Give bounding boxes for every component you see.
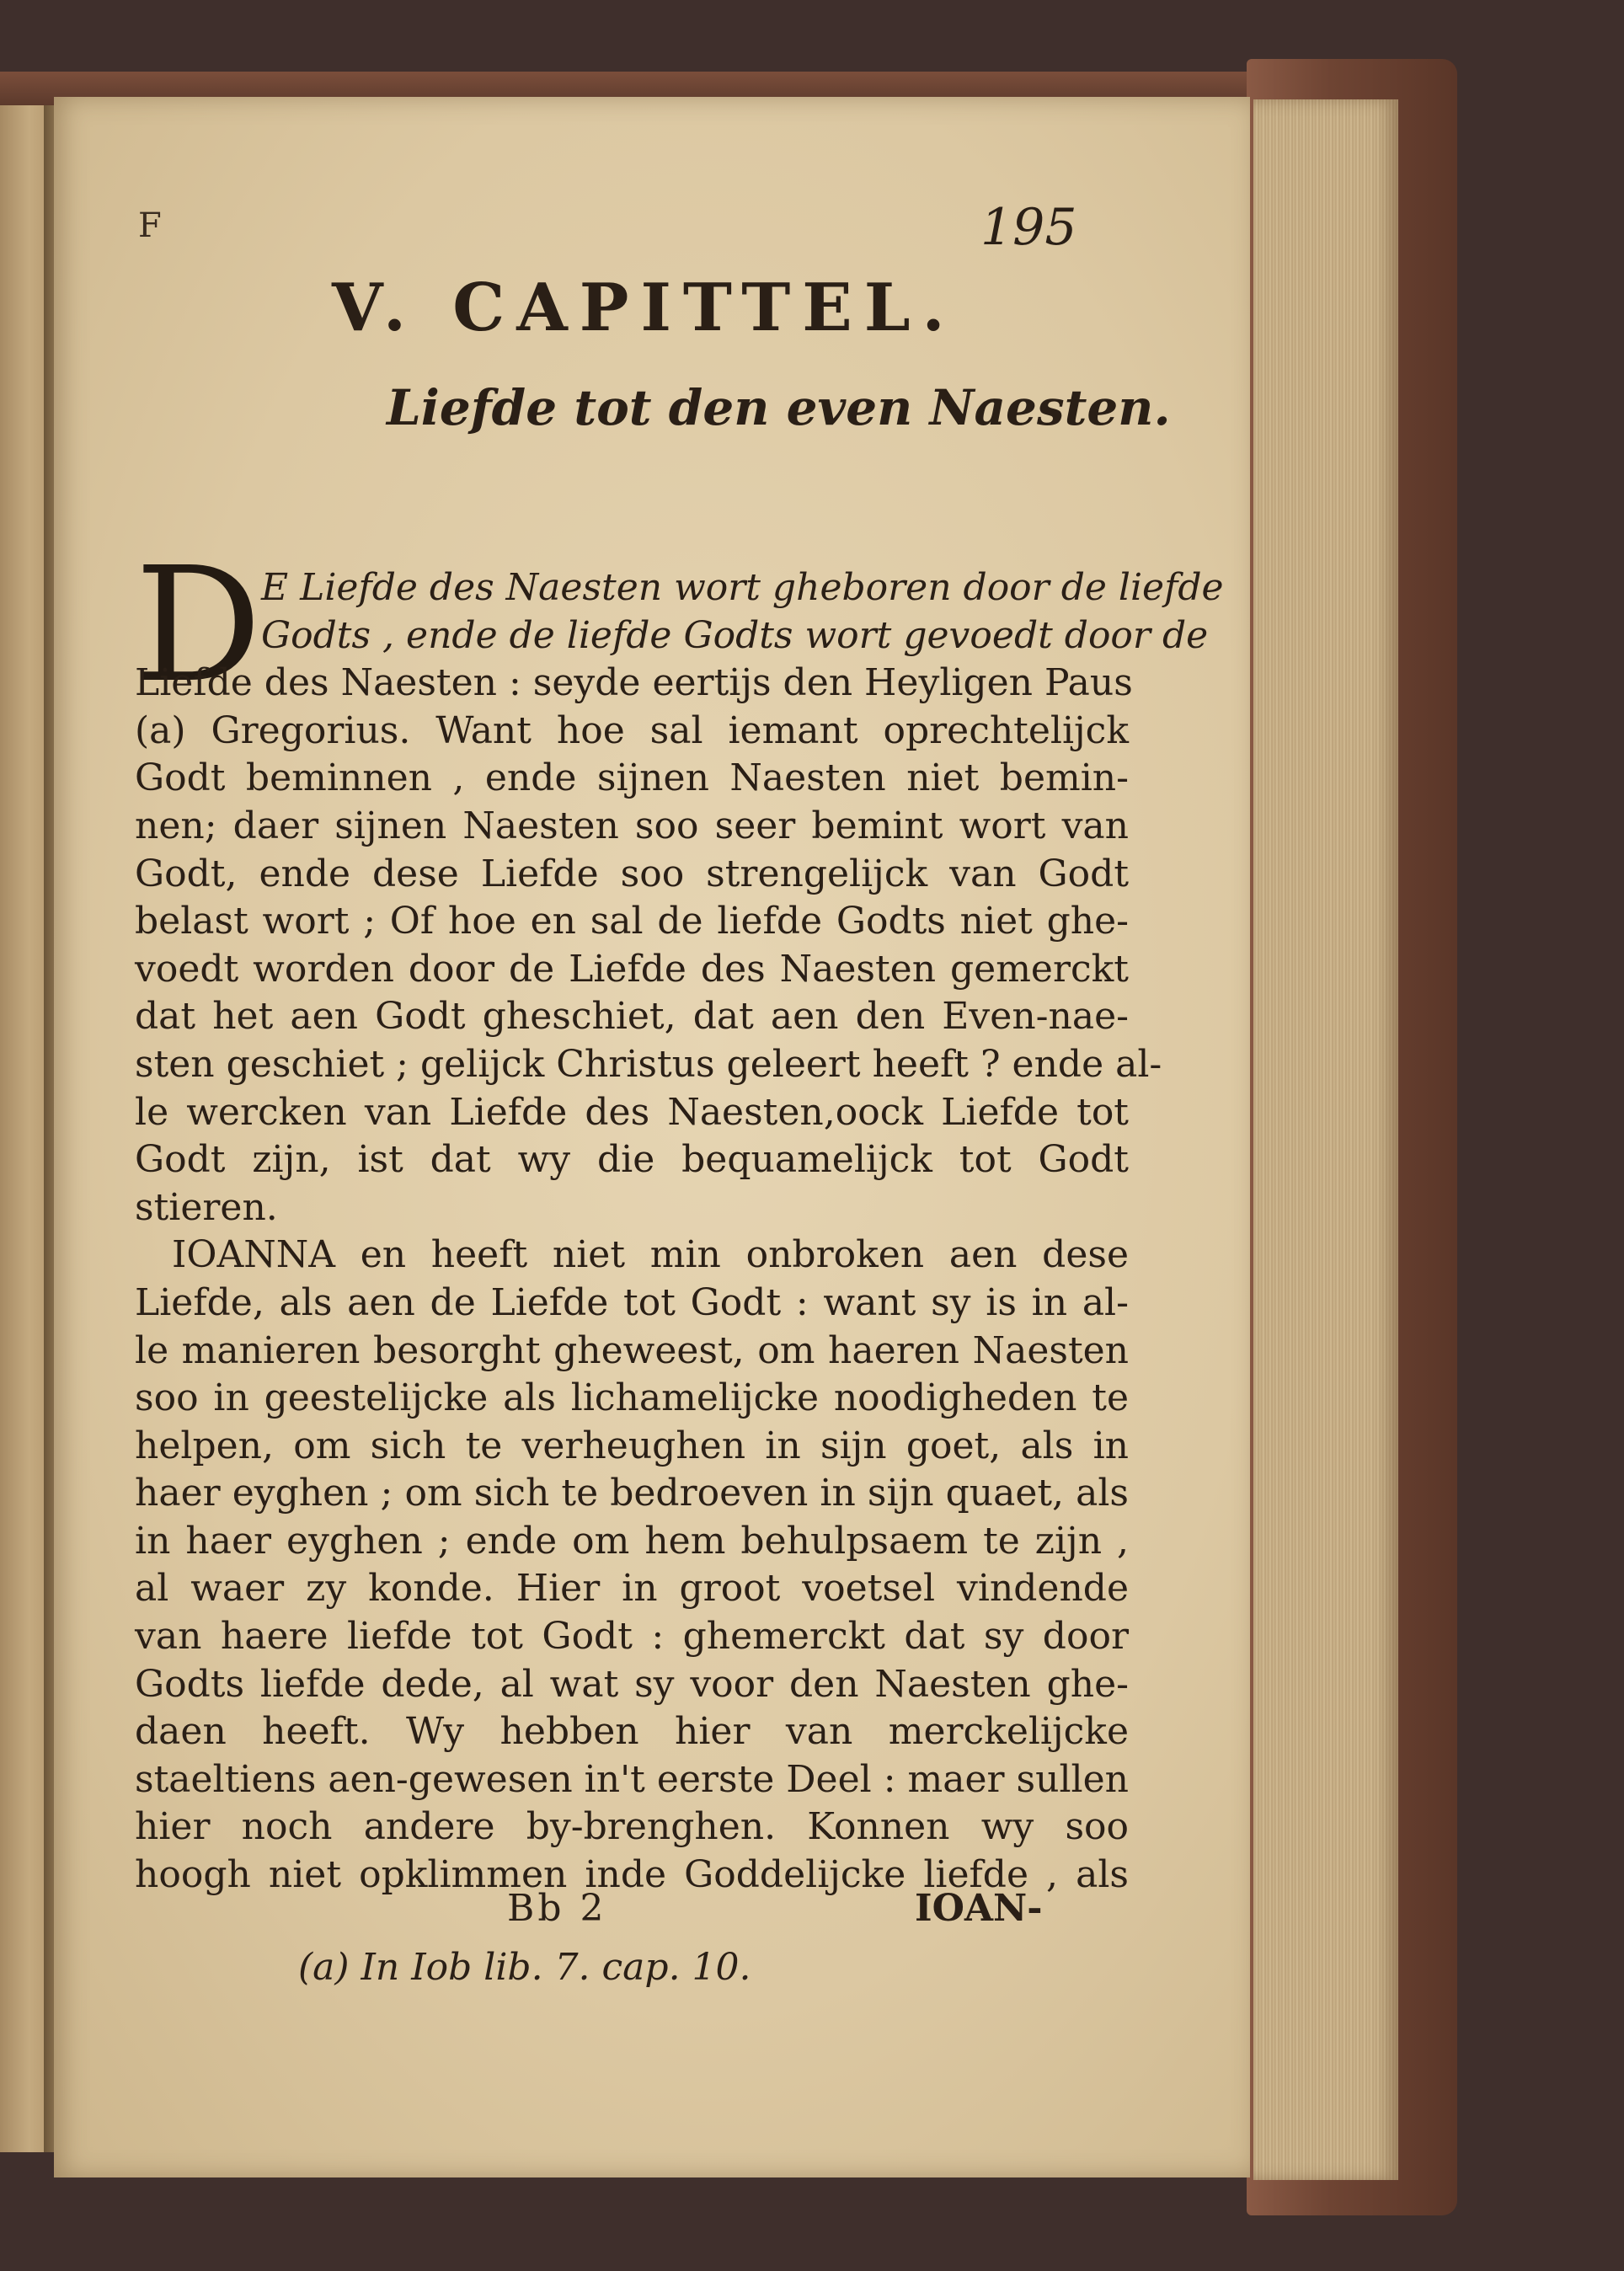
page-text xyxy=(54,97,1250,2177)
catchword: IOAN- xyxy=(915,1887,1043,1930)
text-line: voedt worden door de Liefde des Naesten gemerckt xyxy=(135,947,1129,991)
chapter-subtitle: Liefde tot den even Naesten. xyxy=(387,379,1171,436)
text-line: dat het aen Godt gheschiet, dat aen den Even-nae- xyxy=(135,995,1129,1039)
text-line: (a) Gregorius. Want hoe sal iemant oprechtelijck xyxy=(135,708,1129,752)
text-line: Godts liefde dede, al wat sy voor den Naesten ghe- xyxy=(135,1662,1129,1706)
text-line: al waer zy konde. Hier in groot voetsel vindende xyxy=(135,1567,1129,1611)
footnote: (a) In Iob lib. 7. cap. 10. xyxy=(298,1946,751,1989)
folio-mark: F xyxy=(138,206,162,245)
text-line: staeltiens aen-gewesen in't eerste Deel : maer sullen xyxy=(135,1757,1129,1801)
drop-cap: D xyxy=(135,533,262,718)
text-line: nen; daer sijnen Naesten soo seer bemint wort van xyxy=(135,804,1129,847)
text-line: le manieren besorght gheweest, om haeren Naesten xyxy=(135,1328,1129,1372)
text-line: sten geschiet ; gelijck Christus geleert heeft ? ende al- xyxy=(135,1042,1162,1086)
text-line: hoogh niet opklimmen inde Goddelijcke liefde , als xyxy=(135,1853,1129,1897)
text-line: Godt beminnen , ende sijnen Naesten niet bemin- xyxy=(135,756,1129,800)
body-text xyxy=(135,533,1224,1900)
text-line: stieren. xyxy=(135,1185,278,1229)
text-line: daen heeft. Wy hebben hier van merckelijcke xyxy=(135,1710,1129,1754)
chapter-title: V. CAPITTEL. xyxy=(332,270,957,346)
text-line: IOANNA en heeft niet min onbroken aen dese xyxy=(172,1233,1129,1277)
text-line: le wercken van Liefde des Naesten,oock Liefde tot xyxy=(135,1090,1129,1134)
text-line: haer eyghen ; om sich te bedroeven in sijn quaet, als xyxy=(135,1472,1129,1515)
facing-page-edge xyxy=(0,105,49,2152)
text-line: hier noch andere by-brenghen. Konnen wy soo xyxy=(135,1805,1129,1849)
signature-mark: Bb 2 xyxy=(507,1887,607,1930)
page-number: 195 xyxy=(980,198,1077,257)
text-line: soo in geestelijcke als lichamelijcke noodigheden te xyxy=(135,1376,1129,1420)
text-line: Godt zijn, ist dat wy die bequamelijck tot Godt xyxy=(135,1138,1129,1182)
text-line: Liefde, als aen de Liefde tot Godt : want sy is in al- xyxy=(135,1280,1129,1324)
text-line: helpen, om sich te verheughen in sijn goet, als in xyxy=(135,1424,1129,1467)
text-line: Godt, ende dese Liefde soo strengelijck van Godt xyxy=(135,852,1129,895)
text-line: Godts , ende de liefde Godts wort gevoedt door de xyxy=(261,613,1209,657)
text-line: belast wort ; Of hoe en sal de liefde Godts niet ghe- xyxy=(135,900,1129,943)
text-line: van haere liefde tot Godt : ghemerckt dat sy door xyxy=(135,1615,1129,1659)
book-page xyxy=(54,97,1250,2177)
text-line: E Liefde des Naesten wort gheboren door de liefde xyxy=(261,566,1224,609)
text-line: in haer eyghen ; ende om hem behulpsaem te zijn , xyxy=(135,1519,1129,1563)
page-fore-edge xyxy=(1253,99,1398,2180)
text-line: Liefde des Naesten : seyde eertijs den Heyligen Paus xyxy=(135,661,1133,705)
